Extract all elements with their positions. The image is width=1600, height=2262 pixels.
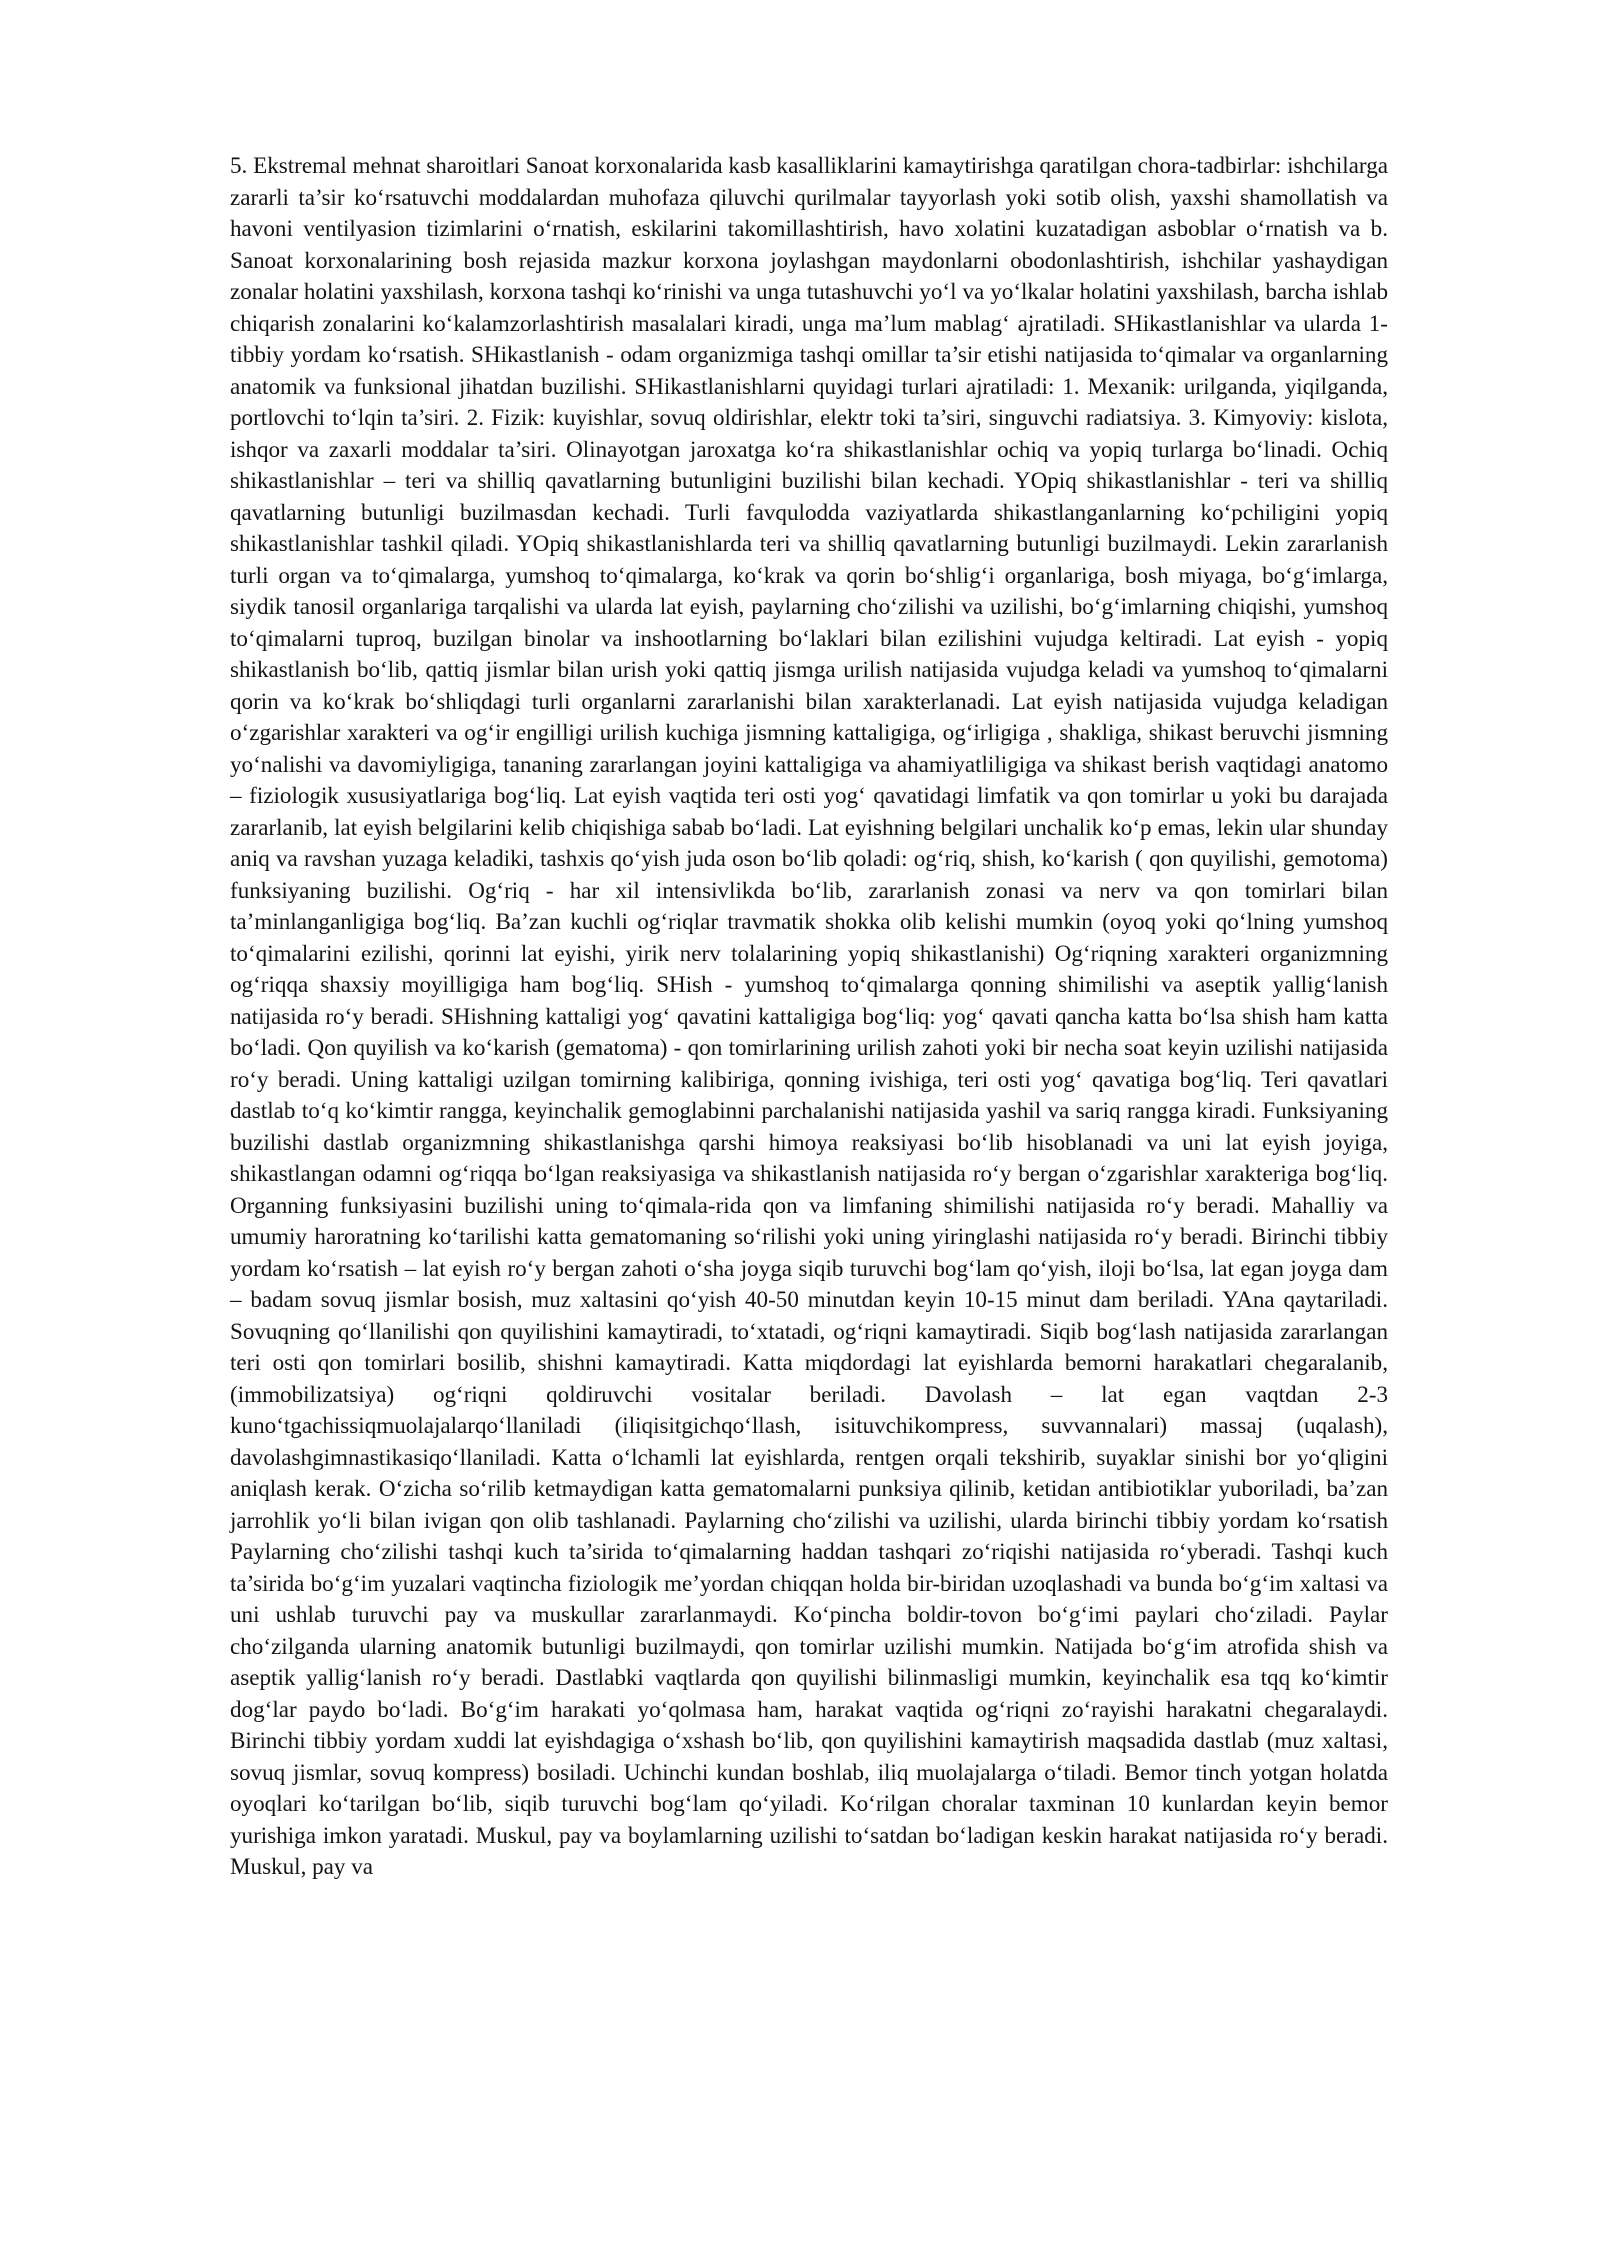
document-page (230, 150, 1388, 2210)
body-paragraph: 5. Ekstremal mehnat sharoitlari Sanoat korxonalarida kasb kasalliklarini kamaytirishga qaratilgan chora-tadbirlar: ishchilarga zararli ta’sir ko‘rsatuvchi moddalardan muhofaza qiluvchi qurilmalar tayyorlash yoki sotib olish, yaxshi shamollatish va havoni ventilyasion tizimlarini o‘rnatish, eskilarini takomillashtirish, havo xolatini kuzatadigan asboblar o‘rnatish va b. Sanoat korxonalarining bosh rejasida mazkur korxona joylashgan maydonlarni obodonlashtirish, ishchilar yashaydigan zonalar holatini yaxshilash, korxona tashqi ko‘rinishi va unga tutashuvchi yo‘l va yo‘lkalar holatini yaxshilash, barcha ishlab chiqarish zonalarini ko‘kalamzorlashtirish masalalari kiradi, unga ma’lum mablag‘ ajratiladi. SHikastlanishlar va ularda 1-tibbiy yordam ko‘rsatish. SHikastlanish - odam organizmiga tashqi omillar ta’sir etishi natijasida to‘qimalar va organlarning anatomik va funksional jihatdan buzilishi. SHikastlanishlarni quyidagi turlari ajratiladi: 1. Mexanik: urilganda, yiqilganda, portlovchi to‘lqin ta’siri. 2. Fizik: kuyishlar, sovuq oldirishlar, elektr toki ta’siri, singuvchi radiatsiya. 3. Kimyoviy: kislota, ishqor va zaxarli moddalar ta’siri. Olinayotgan jaroxatga ko‘ra shikastlanishlar ochiq va yopiq turlarga bo‘linadi. Ochiq shikastlanishlar – teri va shilliq qavatlarning butunligini buzilishi bilan kechadi. YOpiq shikastlanishlar - teri va shilliq qavatlarning butunligi buzilmasdan kechadi. Turli favqulodda vaziyatlarda shikastlanganlarning ko‘pchiligini yopiq shikastlanishlar tashkil qiladi. YOpiq shikastlanishlarda teri va shilliq qavatlarning butunligi buzilmaydi. Lekin zararlanish turli organ va to‘qimalarga, yumshoq to‘qimalarga, ko‘krak va qorin bo‘shlig‘i organlariga, bosh miyaga, bo‘g‘imlarga, siydik tanosil organlariga tarqalishi va ularda lat eyish, paylarning cho‘zilishi va uzilishi, bo‘g‘imlarning chiqishi, yumshoq to‘qimalarni tuproq, buzilgan binolar va inshootlarning bo‘laklari bilan ezilishini vujudga keltiradi. Lat eyish - yopiq shikastlanish bo‘lib, qattiq jismlar bilan urish yoki qattiq jismga urilish natijasida vujudga keladi va yumshoq to‘qimalarni qorin va ko‘krak bo‘shliqdagi turli organlarni zararlanishi bilan xarakterlanadi. Lat eyish natijasida vujudga keladigan o‘zgarishlar xarakteri va og‘ir engilligi urilish kuchiga jismning kattaligiga, og‘irligiga , shakliga, shikast beruvchi jismning yo‘nalishi va davomiyligiga, tananing zararlangan joyini kattaligiga va ahamiyatliligiga va shikast berish vaqtidagi anatomo – fiziologik xususiyatlariga bog‘liq. Lat eyish vaqtida teri osti yog‘ qavatidagi limfatik va qon tomirlar u yoki bu darajada zararlanib, lat eyish belgilarini kelib chiqishiga sabab bo‘ladi. Lat eyishning belgilari unchalik ko‘p emas, lekin ular shunday aniq va ravshan yuzaga keladiki, tashxis qo‘yish juda oson bo‘lib qoladi: og‘riq, shish, ko‘karish ( qon quyilishi, gemotoma) funksiyaning buzilishi. Og‘riq - har xil intensivlikda bo‘lib, zararlanish zonasi va nerv va qon tomirlari bilan ta’minlanganligiga bog‘liq. Ba’zan kuchli og‘riqlar travmatik shokka olib kelishi mumkin (oyoq yoki qo‘lning yumshoq to‘qimalarini ezilishi, qorinni lat eyishi, yirik nerv tolalarining yopiq shikastlanishi) Og‘riqning xarakteri organizmning og‘riqqa shaxsiy moyilligiga ham bog‘liq. SHish - yumshoq to‘qimalarga qonning shimilishi va aseptik yallig‘lanish natijasida ro‘y beradi. SHishning kattaligi yog‘ qavatini kattaligiga bog‘liq: yog‘ qavati qancha katta bo‘lsa shish ham katta bo‘ladi. Qon quyilish va ko‘karish (gematoma) - qon tomirlarining urilish zahoti yoki bir necha soat keyin uzilishi natijasida ro‘y beradi. Uning kattaligi uzilgan tomirning kalibiriga, qonning ivishiga, teri osti yog‘ qavatiga bog‘liq. Teri qavatlari dastlab to‘q ko‘kimtir rangga, keyinchalik gemoglabinni parchalanishi natijasida yashil va sariq rangga kiradi. Funksiyaning buzilishi dastlab organizmning shikastlanishga qarshi himoya reaksiyasi bo‘lib hisoblanadi va uni lat eyish joyiga, shikastlangan odamni og‘riqqa bo‘lgan reaksiyasiga va shikastlanish natijasida ro‘y bergan o‘zgarishlar xarakteriga bog‘liq. Organning funksiyasini buzilishi uning to‘qimala-rida qon va limfaning shimilishi natijasida ro‘y beradi. Mahalliy va umumiy haroratning ko‘tarilishi katta gematomaning so‘rilishi yoki uning yiringlashi natijasida ro‘y beradi. Birinchi tibbiy yordam ko‘rsatish – lat eyish ro‘y bergan zahoti o‘sha joyga siqib turuvchi bog‘lam qo‘yish, iloji bo‘lsa, lat egan joyga dam – badam sovuq jismlar bosish, muz xaltasini qo‘yish 40-50 minutdan keyin 10-15 minut dam beriladi. YAna qaytariladi. Sovuqning qo‘llanilishi qon quyilishini kamaytiradi, to‘xtatadi, og‘riqni kamaytiradi. Siqib bog‘lash natijasida zararlangan teri osti qon tomirlari bosilib, shishni kamaytiradi. Katta miqdordagi lat eyishlarda bemorni harakatlari chegaralanib, (immobilizatsiya) og‘riqni qoldiruvchi vositalar beriladi. Davolash – lat egan vaqtdan 2-3 kuno‘tgachissiqmuolajalarqo‘llaniladi (iliqisitgichqo‘llash, isituvchikompress, suvvannalari) massaj (uqalash), davolashgimnastikasiqo‘llaniladi. Katta o‘lchamli lat eyishlarda, rentgen orqali tekshirib, suyaklar sinishi bor yo‘qligini aniqlash kerak. O‘zicha so‘rilib ketmaydigan katta gematomalarni punksiya qilinib, ketidan antibiotiklar yuboriladi, ba’zan jarrohlik yo‘li bilan ivigan qon olib tashlanadi. Paylarning cho‘zilishi va uzilishi, ularda birinchi tibbiy yordam ko‘rsatish Paylarning cho‘zilishi tashqi kuch ta’sirida to‘qimalarning haddan tashqari zo‘riqishi natijasida ro‘yberadi. Tashqi kuch ta’sirida bo‘g‘im yuzalari vaqtincha fiziologik me’yordan chiqqan holda bir-biridan uzoqlashadi va bunda bo‘g‘im xaltasi va uni ushlab turuvchi pay va muskullar zararlanmaydi. Ko‘pincha boldir-tovon bo‘g‘imi paylari cho‘ziladi. Paylar cho‘zilganda ularning anatomik butunligi buzilmaydi, qon tomirlar uzilishi mumkin. Natijada bo‘g‘im atrofida shish va aseptik yallig‘lanish ro‘y beradi. Dastlabki vaqtlarda qon quyilishi bilinmasligi mumkin, keyinchalik esa tqq ko‘kimtir dog‘lar paydo bo‘ladi. Bo‘g‘im harakati yo‘qolmasa ham, harakat vaqtida og‘riqni zo‘rayishi harakatni chegaralaydi. Birinchi tibbiy yordam xuddi lat eyishdagiga o‘xshash bo‘lib, qon quyilishini kamaytirish maqsadida dastlab (muz xaltasi, sovuq jismlar, sovuq kompress) bosiladi. Uchinchi kundan boshlab, iliq muolajalarga o‘tiladi. Bemor tinch yotgan holatda oyoqlari ko‘tarilgan bo‘lib, siqib turuvchi bog‘lam qo‘yiladi. Ko‘rilgan choralar taxminan 10 kunlardan keyin bemor yurishiga imkon yaratadi. Muskul, pay va boylamlarning uzilishi to‘satdan bo‘ladigan keskin harakat natijasida ro‘y beradi. Muskul, pay va (230, 152, 1388, 1879)
